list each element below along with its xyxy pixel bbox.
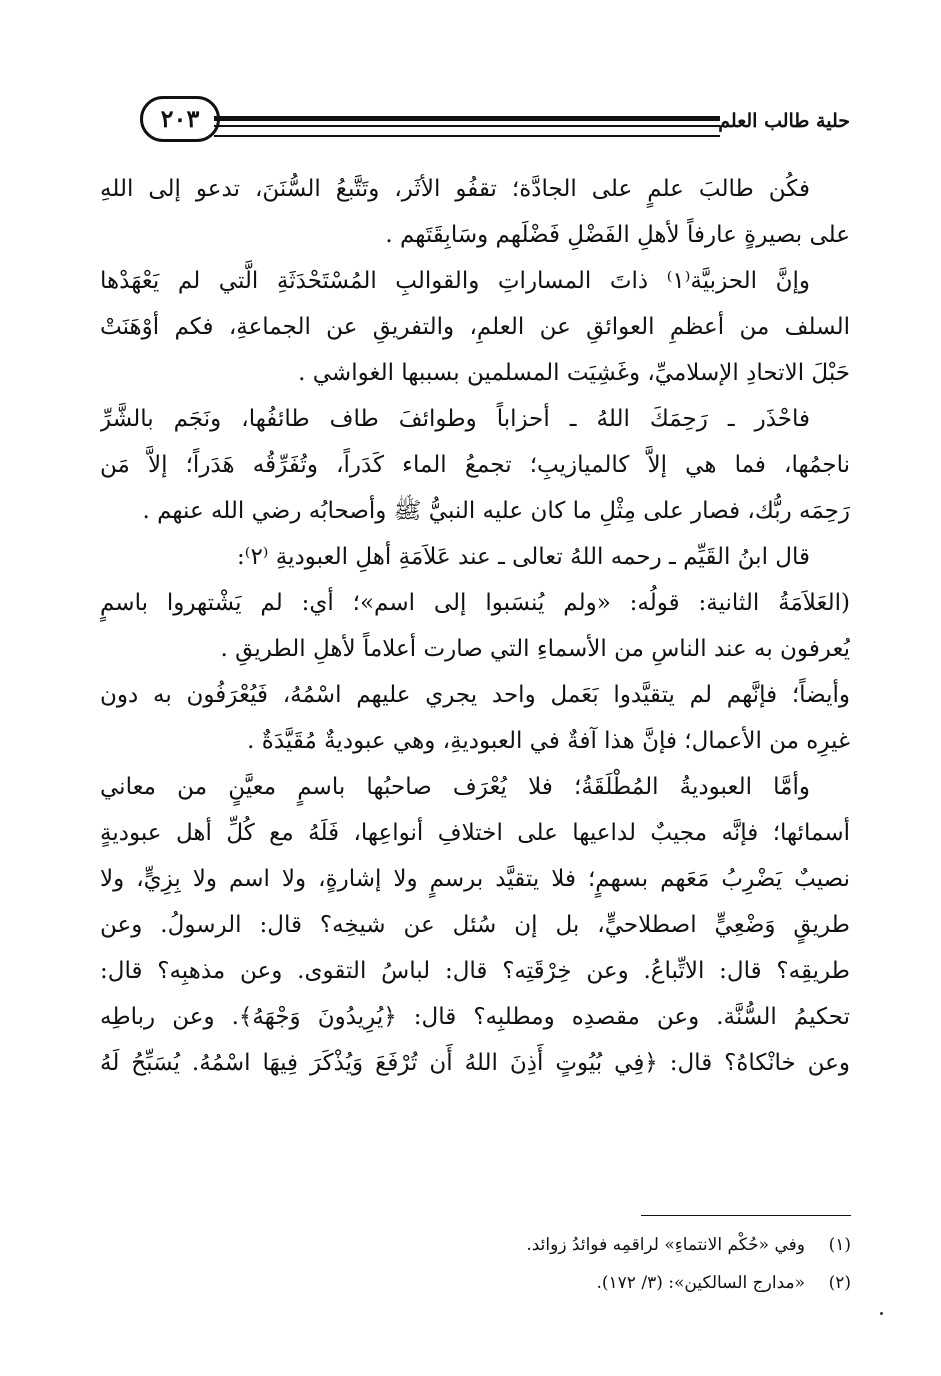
text-line: فاحْذَر ـ رَحِمَكَ اللهُ ـ أحزاباً وطوائفَ طاف طائفُها، ونَجَم بالشَّرِّ [100,406,810,432]
page-number-badge [140,96,220,142]
text-line: وأيضاً؛ فإنَّهم لم يتقيَّدوا بَعَمل واحد يجري عليهم اسْمُهُ، فَيُعْرَفُون به دون [100,682,850,708]
body-text [100,166,850,1086]
text-line: قال ابنُ القَيِّم ـ رحمه اللهُ تعالى ـ عند عَلاَمَةِ أهلِ العبوديةِ ⁽٢⁾: [237,544,810,570]
footnote-number: (١) [828,1235,851,1255]
text-line: نصيبٌ يَضْرِبُ مَعَهم بسهمٍ؛ فلا يتقيَّد برسمٍ ولا إشارةٍ، ولا اسم ولا بِزِيٍّ، ولا [100,866,850,892]
page-header [140,96,850,146]
text-line: يُعرفون به عند الناسِ من الأسماءِ التي صارت أعلاماً لأهلِ الطريقِ . [220,636,850,662]
text-line: وأمَّا العبوديةُ المُطْلَقَةُ؛ فلا يُعْرَف صاحبُها باسمٍ معيَّنٍ من معاني [100,774,810,800]
running-title: حلية طالب العلم [718,110,850,132]
text-line: رَحِمَه ربُّك، فصار على مِثْلِ ما كان عليه النبيُّ ﷺ وأصحابُه رضي الله عنهم . [142,498,850,524]
text-line: طريقٍ وَضْعِيٍّ اصطلاحيٍّ، بل إن سُئل عن شيخِه؟ قال: الرسولُ. وعن [100,912,850,938]
text-line: حَبْلَ الاتحادِ الإسلاميِّ، وغَشِيَت المسلمين بسببها الغواشي . [298,360,850,386]
footnote [151,1226,851,1264]
text-line: أسمائها؛ فإنَّه مجيبٌ لداعيها على اختلافِ أنواعِها، فَلَهُ مع كُلِّ أهل عبوديةٍ [100,820,850,846]
footnote-text: «مدارج السالكين»: (٣/ ١٧٢). [596,1273,805,1293]
text-line: السلف من أعظمِ العوائقِ عن العلمِ، والتفريقِ عن الجماعةِ، فكم أوْهَنَتْ [100,314,850,340]
text-line: (العَلاَمَةُ الثانية: قولُه: «ولم يُنسَبوا إلى اسم»؛ أي: لم يَشْتهروا باسمٍ [100,590,850,616]
text-line: وإنَّ الحزبيَّة⁽١⁾ ذاتَ المساراتِ والقوالبِ المُسْتَحْدَثَةِ الَّتي لم يَعْهَدْها [100,268,810,294]
footnote-separator [641,1215,851,1216]
footnote [151,1264,851,1302]
footnotes [151,1226,851,1302]
text-line: تحكيمُ السُّنَّة. وعن مقصدِه ومطلبِه؟ قال: ﴿يُرِيدُونَ وَجْهَهُ﴾. وعن رباطِه [100,1004,850,1030]
text-line: على بصيرةٍ عارفاً لأهلِ الفَضْلِ فَضْلَهم وسَابِقَتَهم . [385,222,850,248]
header-rule [214,116,720,137]
text-line: ناجمُها، فما هي إلاَّ كالميازيبِ؛ تجمعُ الماء كَدَراً، وتُفَرِّقُه هَدَراً؛ إلاَّ مَن [100,452,850,478]
footnote-text: وفي «حُكْم الانتماءِ» لراقمِه فوائدُ زوائد. [526,1235,805,1255]
page-number: ٢٠٣ [160,104,200,133]
text-line: وعن خانْكاهُ؟ قال: ﴿فِي بُيُوتٍ أَذِنَ اللهُ أَن تُرْفَعَ وَيُذْكَرَ فِيهَا اسْمُهُ. يُسَبِّحُ لَهُ [100,1050,850,1076]
text-line: غيرِه من الأعمال؛ فإنَّ هذا آفةٌ في العبوديةِ، وهي عبوديةٌ مُقَيَّدَةٌ . [247,728,850,754]
text-line: طريقِه؟ قال: الاتِّباعُ. وعن خِرْقَتِه؟ قال: لباسُ التقوى. وعن مذهبِه؟ قال: [100,958,850,984]
text-line: فكُن طالبَ علمٍ على الجادَّة؛ تقفُو الأثَر، وتَتَّبعُ السُّنَنَ، تدعو إلى اللهِ [100,176,810,202]
footnote-number: (٢) [828,1273,851,1293]
margin-mark [880,1312,883,1315]
